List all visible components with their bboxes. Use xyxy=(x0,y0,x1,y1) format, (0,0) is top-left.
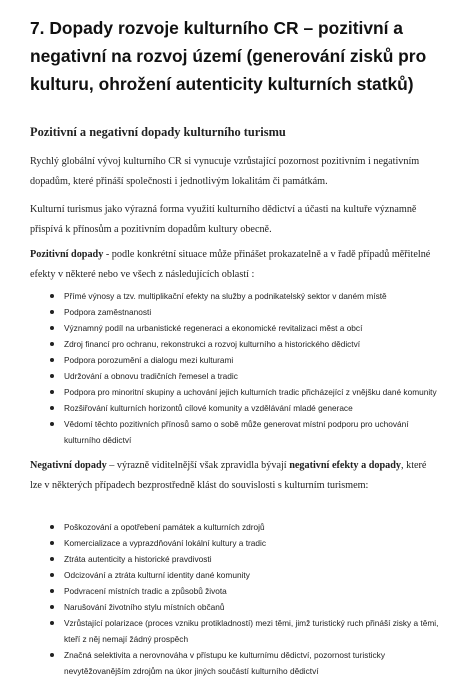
positive-list xyxy=(30,288,440,448)
bullet-icon xyxy=(50,653,54,657)
negative-label: Negativní dopady xyxy=(30,460,107,471)
list-item: Vědomí těchto pozitivních přínosů samo o sobě může generovat místní podporu pro uchování kulturního dědictví xyxy=(30,416,440,448)
positive-label: Pozitivní dopady xyxy=(30,249,104,260)
bullet-icon xyxy=(50,374,54,378)
list-item: Poškozování a opotřebení památek a kulturních zdrojů xyxy=(30,519,440,535)
bullet-icon xyxy=(50,310,54,314)
intro-paragraph-2: Kulturní turismus jako výrazná forma využití kulturního dědictví a účasti na kultuře významně přispívá k přínosům a pozitivním dopadům kultury obecně. xyxy=(30,204,417,235)
bullet-icon xyxy=(50,605,54,609)
list-item: Narušování životního stylu místních občanů xyxy=(30,599,440,615)
bullet-icon xyxy=(50,621,54,625)
intro-paragraph-1: Rychlý globální vývoj kulturního CR si vynucuje vzrůstající pozornost pozitivním i negativním dopadům, které přináší společnosti i jednotlivým lokalitám či památkám. xyxy=(30,156,420,187)
bullet-icon xyxy=(50,390,54,394)
bullet-icon xyxy=(50,294,54,298)
bullet-icon xyxy=(50,541,54,545)
positive-paragraph xyxy=(30,245,440,285)
negative-paragraph: Negativní dopady – výrazně viditelnější však zpravidla bývají negativní efekty a dopady, které lze v některých případech bezprostředně klást do souvislosti s kulturním turismem: xyxy=(30,460,427,491)
negative-text: , které lze v některých případech bezprostředně klást do souvislosti s kulturním turismem: xyxy=(30,460,427,491)
list-item: Podpora zaměstnanosti xyxy=(30,304,440,320)
bullet-icon xyxy=(50,573,54,577)
list-item: Podpora pro minoritní skupiny a uchování jejich kulturních tradic přicházející z vnějšku dané komunity xyxy=(30,384,440,400)
subheading: Pozitivní a negativní dopady kulturního turismu xyxy=(30,125,286,139)
list-item: Komercializace a vyprazdňování lokální kultury a tradic xyxy=(30,535,440,551)
section-heading: 7. Dopady rozvoje kulturního CR – pozitivní a negativní na rozvoj území (generování zisků pro kulturu, ohrožení autenticity kulturních statků) xyxy=(30,18,427,94)
bullet-icon xyxy=(50,406,54,410)
negative-label-2: negativní efekty a dopady xyxy=(289,460,401,471)
bullet-icon xyxy=(50,525,54,529)
list-item: Podpora porozumění a dialogu mezi kulturami xyxy=(30,352,440,368)
list-item: Ztráta autenticity a historické pravdivosti xyxy=(30,551,440,567)
list-item: Odcizování a ztráta kulturní identity dané komunity xyxy=(30,567,440,583)
bullet-icon xyxy=(50,557,54,561)
bullet-icon xyxy=(50,589,54,593)
list-item: Udržování a obnovu tradičních řemesel a tradic xyxy=(30,368,440,384)
bullet-icon xyxy=(50,326,54,330)
negative-list xyxy=(30,519,440,679)
list-item: Významný podíl na urbanistické regeneraci a ekonomické revitalizaci měst a obcí xyxy=(30,320,440,336)
list-item: Přímé výnosy a tzv. multiplikační efekty na služby a podnikatelský sektor v daném místě xyxy=(30,288,440,304)
list-item: Podvracení místních tradic a způsobů života xyxy=(30,583,440,599)
bullet-icon xyxy=(50,358,54,362)
positive-text: - podle konkrétní situace může přinášet prokazatelně a v řadě případů měřitelné efekty v některé nebo ve všech z následujících oblastí : xyxy=(30,249,431,280)
bullet-icon xyxy=(50,422,54,426)
list-item: Vzrůstající polarizace (proces vzniku protikladností) mezi těmi, jimž turistický ruch přináší zisky a těmi, kteří z něj nemají žádný prospěch xyxy=(30,615,440,647)
bullet-icon xyxy=(50,342,54,346)
list-item: Zdroj financí pro ochranu, rekonstrukci a rozvoj kulturního a historického dědictví xyxy=(30,336,440,352)
list-item: Rozšiřování kulturních horizontů cílové komunity a vzdělávání mladé generace xyxy=(30,400,440,416)
list-item: Značná selektivita a nerovnováha v přístupu ke kulturnímu dědictví, pozornost turisticky nevytěžovanějším zdrojům na úkor jiných součástí kulturního dědictví xyxy=(30,647,440,679)
